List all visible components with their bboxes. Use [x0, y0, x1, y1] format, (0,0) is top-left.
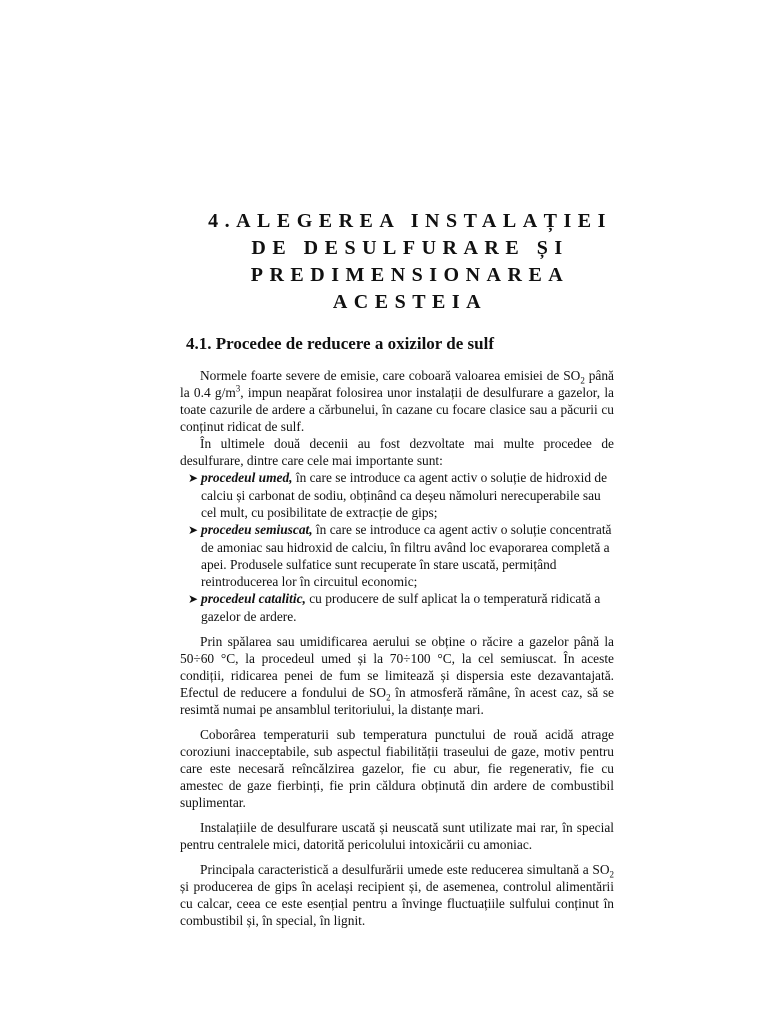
list-item-text: în care se introduce ca agent activ o soluție de hidroxid de calciu și carbonat de sodiu, obținând ca deșeu nămoluri nerecuperabile sau cel mult, cu posibilitate de extracție de gips;: [201, 470, 608, 520]
list-item-term: procedeul catalitic,: [201, 591, 306, 606]
paragraph-gas-cooling: [180, 633, 614, 718]
chapter-title: [150, 208, 670, 316]
text-run: Prin spălarea sau umidificarea aerului se obține o răcire a gazelor până la 50÷60 °C, la procedeul umed și la 70÷100 °C, la cel semiuscat. În aceste condiții, ridicarea penei de fum se limitează și dispersia este dezavantajată. Efectul de reducere a fondului de SO: [180, 634, 614, 700]
list-item: [185, 590, 614, 625]
document-body: [180, 367, 614, 929]
arrowhead-bullet-icon: ➤: [188, 523, 199, 537]
chapter-title-line: ACESTEIA: [332, 291, 488, 313]
text-run: până la 0.4 g/m: [180, 368, 614, 400]
text-run: Normele foarte severe de emisie, care coboară valoarea emisiei de SO: [200, 368, 581, 383]
paragraph-wet-desulfurization: [180, 861, 614, 929]
paragraph-procedures-intro: În ultimele două decenii au fost dezvoltate mai multe procedee de desulfurare, dintre care cele mai importante sunt:: [180, 436, 614, 468]
section-heading: 4.1. Procedee de reducere a oxizilor de sulf: [186, 334, 494, 353]
superscript: 3: [235, 383, 241, 394]
paragraph-dew-point: Coborârea temperaturii sub temperatura punctului de rouă acidă atrage coroziuni inacceptabile, sub aspectul fiabilității traseului de gaze, motiv pentru care este necesară reîncălzirea gazelor, fie cu abur, fie regenerativ, fie cu amestec de gaze fierbinți, fie prin căldura obținută din ardere de combustibil suplimentar.: [180, 727, 614, 810]
chapter-title-line: DE DESULFURARE ȘI: [251, 237, 569, 259]
list-item: [185, 469, 614, 521]
text-run: , impun neapărat folosirea unor instalații de desulfurare a gazelor, la toate cazurile de ardere a cărbunelui, în cazane cu focare clasice sau a păcurii cu conținut ridicat de sulf.: [180, 385, 614, 434]
chapter-title-line: 4.ALEGEREA INSTALAȚIEI: [208, 210, 612, 232]
arrowhead-bullet-icon: ➤: [188, 471, 199, 485]
list-item-term: procedeu semiuscat,: [201, 522, 313, 537]
paragraph-emission-norms: [180, 367, 614, 435]
paragraph-dry-installations: Instalațiile de desulfurare uscată și neuscată sunt utilizate mai rar, în special pentru centralele mici, datorită pericolului intoxicării cu amoniac.: [180, 820, 614, 852]
list-item: [185, 521, 614, 590]
list-item-text: în care se introduce ca agent activ o soluție concentrată de amoniac sau hidroxid de calciu, în filtru având loc evaporarea completă a apei. Produsele sulfatice sunt recuperate în stare uscată, permițând reintroducerea lor în circuitul economic;: [201, 522, 612, 589]
subscript: 2: [609, 869, 614, 880]
arrowhead-bullet-icon: ➤: [188, 592, 199, 606]
chapter-title-line: PREDIMENSIONAREA: [250, 264, 570, 286]
subscript: 2: [386, 692, 391, 703]
text-run: și producerea de gips în același recipient și, de asemenea, controlul alimentării cu calcar, ceea ce este esențial pentru a învinge fluctuațiile sulfului conținut în combustibil și, în special, în lignit.: [180, 879, 614, 928]
text-run: în atmosferă rămâne, în acest caz, să se resimtă numai pe ansamblul teritoriului, la distanțe mari.: [180, 685, 615, 717]
subscript: 2: [580, 375, 585, 386]
list-item-term: procedeul umed,: [201, 470, 293, 485]
text-run: Principala caracteristică a desulfurării umede este reducerea simultană a SO: [200, 862, 610, 877]
procedures-list: [180, 469, 614, 625]
list-item-text: cu producere de sulf aplicat la o temperatură ridicată a gazelor de ardere.: [201, 591, 601, 624]
